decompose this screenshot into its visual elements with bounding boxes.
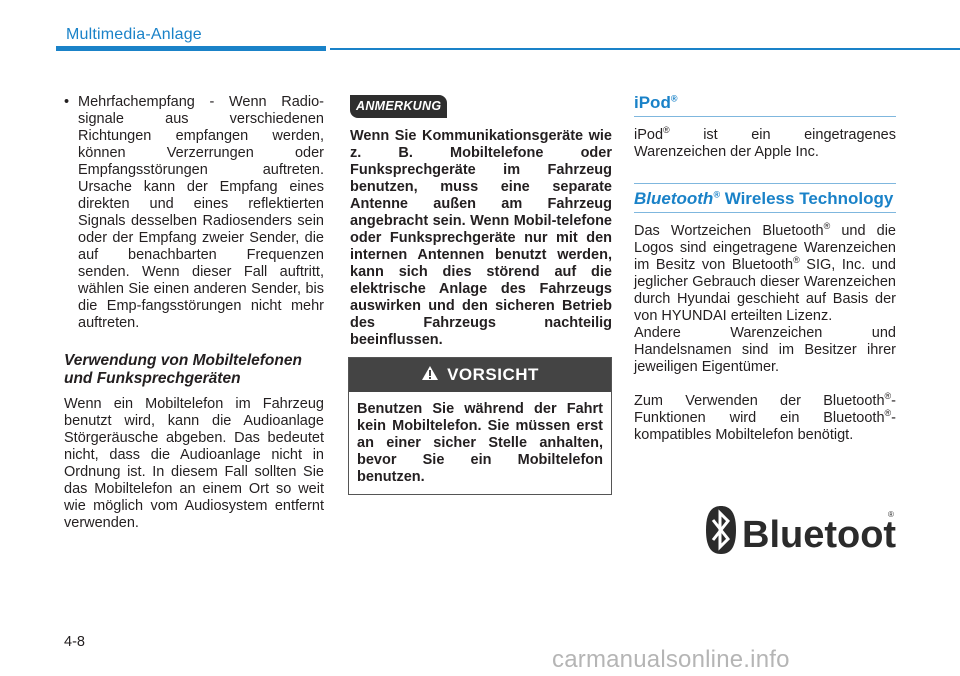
svg-text:®: ® [888, 510, 894, 519]
bullet-multipath: • Mehrfachempfang - Wenn Radio-signale aus verschiedenen Richtungen empfangen werden, können Verzerrungen oder Empfangsstörungen auftreten. Ursache kann der Empfang eines direkten und eines reflektierten Signals desselben Radiosenders sein oder der Empfang zweier Sender, die auf benachbarten Frequenzen senden. Wenn dieser Fall auftritt, wählen Sie einen anderen Sender, bis die Emp-fangsstörungen nicht mehr auftreten. [64, 94, 324, 332]
page-number: 4-8 [64, 634, 85, 650]
bluetooth-logo [705, 505, 897, 555]
caution-header [349, 358, 611, 392]
column-left [64, 94, 324, 532]
svg-text:Bluetooth: Bluetoot [742, 514, 897, 555]
warning-triangle-icon [421, 365, 439, 386]
heading-rule [634, 183, 896, 184]
bluetooth-rune-icon [706, 506, 736, 554]
paragraph-other-trademarks: Andere Warenzeichen und Handelsnamen sind im Besitzer ihrer jeweiligen Eigentümer. [634, 325, 896, 375]
heading-rule [634, 212, 896, 213]
paragraph-mobile-phones: Wenn ein Mobiltelefon im Fahrzeug benutzt wird, kann die Audioanlage Störgeräusche abgeben. Das bedeutet nicht, dass die Audioanlage nicht in Ordnung ist. In diesem Fall sollten Sie das Mobiltelefon an einem Ort so weit wie möglich vom Audiosystem entfernt verwenden. [64, 396, 324, 531]
caution-box [348, 357, 612, 495]
watermark: carmanualsonline.info [552, 646, 790, 673]
subheading-mobile-phones: Verwendung von Mobiltelefonen und Funksprechgeräten [64, 352, 302, 387]
header-rule-thick [56, 46, 326, 51]
caution-text: Benutzen Sie während der Fahrt kein Mobiltelefon. Sie müssen erst an einer sicher Stelle anhalten, bevor Sie ein Mobiltelefon benutzen. [357, 401, 603, 485]
heading-bluetooth: Bluetooth® Wireless Technology [634, 189, 894, 208]
note-tag: ANMERKUNG [350, 95, 447, 118]
column-middle [350, 95, 612, 349]
caution-title: VORSICHT [447, 365, 539, 384]
heading-rule [634, 116, 896, 117]
paragraph-ipod: iPod® ist ein eingetragenes Warenzeichen der Apple Inc. [634, 125, 896, 160]
section-title: Multimedia-Anlage [66, 26, 202, 43]
header-rule-thin [330, 48, 960, 50]
column-right [634, 94, 896, 444]
heading-ipod: iPod® [634, 93, 678, 112]
paragraph-bluetooth-trademark: Das Wortzeichen Bluetooth® und die Logos sind eingetragene Warenzeichen im Besitz von Bluetooth® SIG, Inc. und jeglicher Gebrauch dieser Warenzeichen durch Hyundai geschieht auf Basis der von HYUNDAI erteilten Lizenz. [634, 221, 896, 324]
note-text: Wenn Sie Kommunikationsgeräte wie z. B. Mobiltelefone oder Funksprechgeräte im Fahrzeug benutzen, muss eine separate Antenne außen am Fahrzeug angebracht sein. Wenn Mobil-telefone oder Funksprechgeräte nur mit den internen Antennen benutzt werden, kann sich dies störend auf die elektrische Anlage des Fahrzeugs auswirken und den sicheren Betrieb des Fahrzeugs nachteilig beeinflussen. [350, 128, 612, 348]
paragraph-bluetooth-usage: Zum Verwenden der Bluetooth®-Funktionen wird ein Bluetooth®-kompatibles Mobiltelefon benötigt. [634, 391, 896, 443]
